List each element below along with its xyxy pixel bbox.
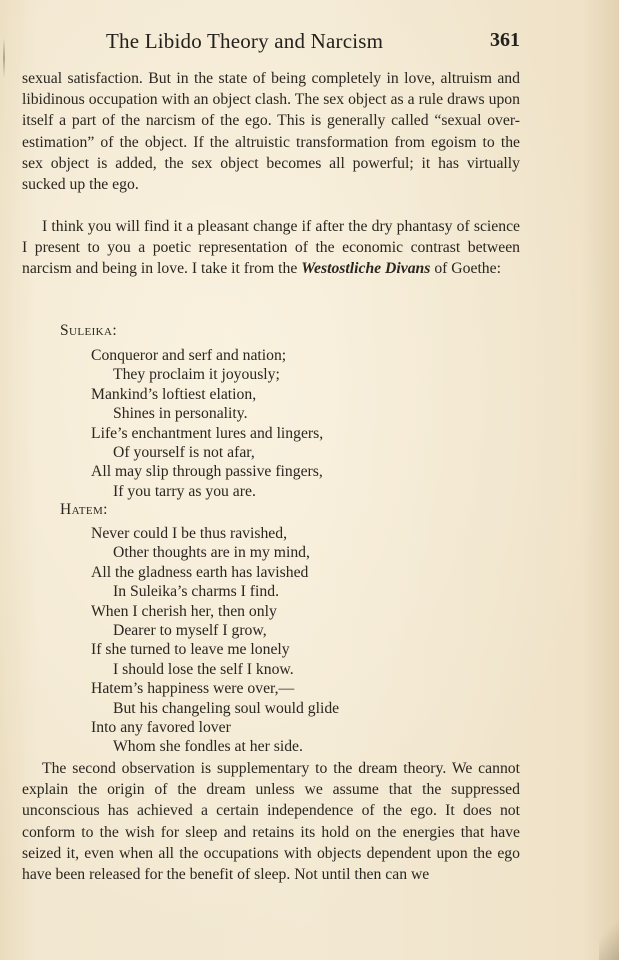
page-number: 361 bbox=[490, 29, 520, 51]
book-title-citation: Westostliche Divans bbox=[301, 260, 431, 278]
page-header bbox=[22, 26, 520, 56]
paragraph-2-lead: I think you will find it a pleasant change if after the dry phantasy of science I present to you a poetic representation of the economic contrast between narcism and being in love. I take it from the bbox=[22, 218, 520, 278]
stanza-hatem bbox=[91, 524, 339, 757]
paragraph-3: The second observation is supplementary to the dream theory. We cannot explain the origin of the dream unless we assume that the suppressed unconscious has achieved a certain independence of the ego. It does not conform to the wish for sleep and retains its hold on the energies that have seized it, even when all the occupations with objects dependent upon the ego have been released for the benefit of sleep. Not until then can we bbox=[22, 760, 520, 884]
running-title: The Libido Theory and Narcism bbox=[106, 29, 384, 53]
poem-line: When I cherish her, then only bbox=[91, 602, 277, 620]
poem-line: Shines in personality. bbox=[113, 405, 248, 423]
poem-line: Whom she fondles at her side. bbox=[113, 738, 303, 756]
poem-line: Life’s enchantment lures and lingers, bbox=[91, 424, 324, 442]
poem-line: If she turned to leave me lonely bbox=[91, 641, 290, 659]
poem-line: Other thoughts are in my mind, bbox=[113, 544, 310, 562]
paragraph-2 bbox=[22, 216, 520, 280]
poem-line: If you tarry as you are. bbox=[113, 482, 256, 500]
paragraph-2-tail: of Goethe: bbox=[430, 260, 501, 278]
poem-line: All the gladness earth has lavished bbox=[91, 563, 309, 581]
page-corner-shadow bbox=[599, 910, 619, 960]
poem-line: They proclaim it joyously; bbox=[113, 366, 280, 384]
poem-line: All may slip through passive fingers, bbox=[91, 463, 323, 481]
poem-line: Of yourself is not afar, bbox=[113, 444, 255, 462]
poem-line: In Suleika’s charms I find. bbox=[113, 583, 279, 601]
speaker-suleika: Suleika: bbox=[60, 322, 118, 339]
speaker-hatem: Hatem: bbox=[60, 501, 108, 518]
page-edge-mark bbox=[3, 38, 5, 78]
poem-line: Dearer to myself I grow, bbox=[113, 622, 267, 640]
stanza-suleika bbox=[91, 346, 323, 501]
poem-line: Hatem’s happiness were over,— bbox=[91, 680, 295, 698]
poem-line: Mankind’s loftiest elation, bbox=[91, 385, 257, 403]
poem-line: I should lose the self I know. bbox=[113, 660, 294, 678]
poem-line: Conqueror and serf and nation; bbox=[91, 347, 287, 364]
poem-line: Never could I be thus ravished, bbox=[91, 525, 288, 542]
paragraph-1: sexual satisfaction. But in the state of being completely in love, altruism and libidinous occupation with an object clash. The sex object as a rule draws upon itself a part of the narcism of the ego. This is generally called “sexual over-estimation” of the object. If the altruistic transformation from egoism to the sex object is added, the sex object becomes all powerful; it has virtually sucked up the ego. bbox=[22, 70, 520, 194]
poem-line: Into any favored lover bbox=[91, 719, 231, 737]
poem-line: But his changeling soul would glide bbox=[113, 699, 340, 717]
